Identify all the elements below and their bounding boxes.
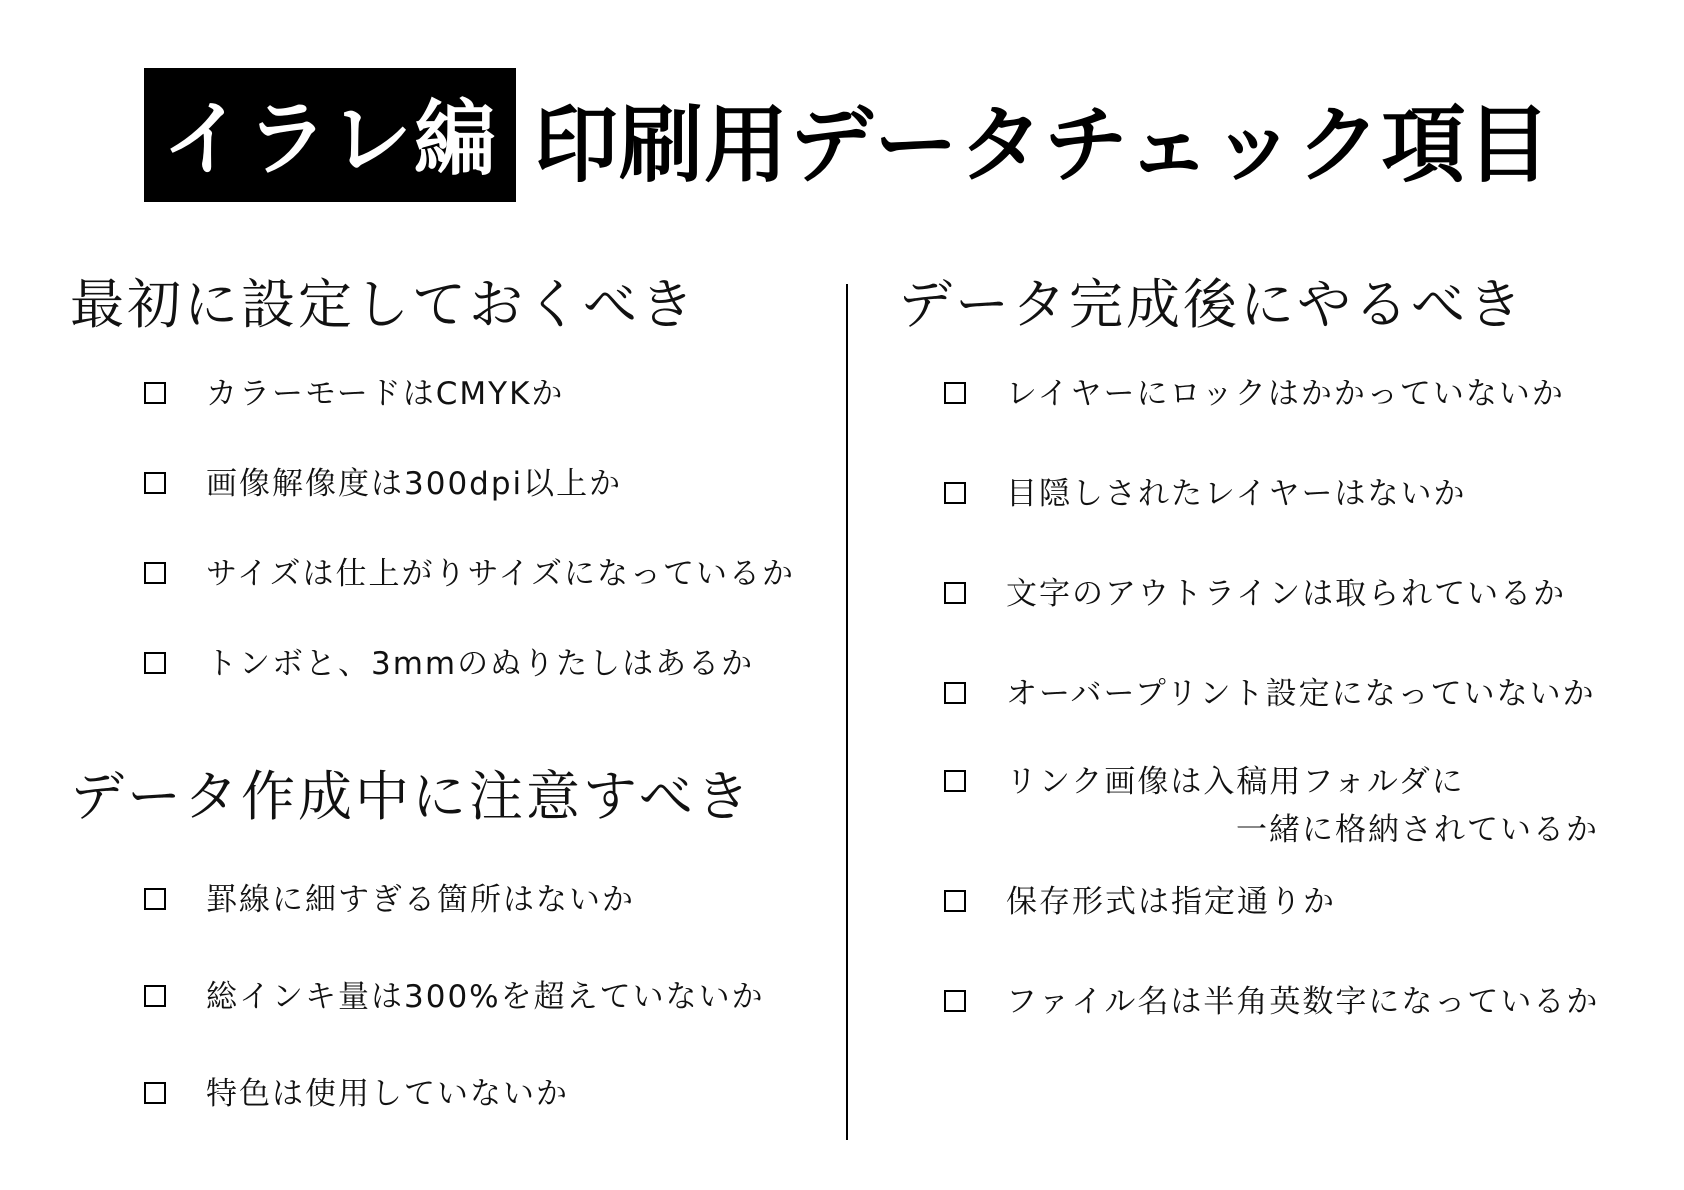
checkbox[interactable] <box>144 382 166 404</box>
checkbox[interactable] <box>944 890 966 912</box>
checkbox[interactable] <box>144 1082 166 1104</box>
checklist-item <box>944 574 1566 614</box>
checklist-item <box>144 644 754 684</box>
checkbox[interactable] <box>144 652 166 674</box>
checklist-item <box>944 674 1596 714</box>
checklist-item-label: レイヤーにロックはかかっていないか <box>1006 376 1565 412</box>
checklist-item-label: 特色は使用していないか <box>206 1076 569 1112</box>
checklist-item-label: 画像解像度は300dpi以上か <box>206 466 623 502</box>
checklist-item-label: 文字のアウトラインは取られているか <box>1006 576 1567 612</box>
checkbox[interactable] <box>944 682 966 704</box>
title-badge: イラレ編 <box>144 68 516 202</box>
page-title: 印刷用データチェック項目 <box>534 95 1552 194</box>
checklist-item <box>944 374 1565 414</box>
checkbox[interactable] <box>944 990 966 1012</box>
checkbox[interactable] <box>944 482 966 504</box>
checklist-item-label: 総インキ量は300%を超えていないか <box>206 979 765 1015</box>
section-heading-initial-settings: 最初に設定しておくべき <box>70 273 697 336</box>
checkbox[interactable] <box>944 582 966 604</box>
checklist-item <box>144 977 765 1017</box>
checklist-item <box>144 464 622 504</box>
checklist-item <box>144 554 795 594</box>
checklist-item <box>144 1074 569 1114</box>
checklist-item-multiline <box>1006 762 1599 850</box>
section-heading-during-creation: データ作成中に注意すべき <box>70 765 753 828</box>
checklist-item-label: ファイル名は半角英数字になっているか <box>1006 984 1600 1020</box>
checklist-item <box>144 880 635 920</box>
checklist-item-label-line2: 一緒に格納されているか <box>1236 812 1599 848</box>
checkbox[interactable] <box>944 770 966 792</box>
checklist-item-label: 保存形式は指定通りか <box>1006 884 1336 920</box>
checklist-item-label: 罫線に細すぎる箇所はないか <box>206 882 635 918</box>
checklist-item-label: リンク画像は入稿用フォルダに <box>1006 764 1465 800</box>
checklist-item-label: オーバープリント設定になっていないか <box>1006 676 1596 712</box>
checklist-item-label: トンボと、3mmのぬりたしはあるか <box>206 646 755 682</box>
checklist-item-label: 目隠しされたレイヤーはないか <box>1006 476 1467 512</box>
column-divider <box>846 284 848 1140</box>
checklist-item <box>144 374 564 414</box>
checkbox[interactable] <box>144 985 166 1007</box>
section-heading-after-completion: データ完成後にやるべき <box>898 273 1525 336</box>
checklist-item <box>944 982 1599 1022</box>
checklist-item <box>944 474 1466 514</box>
checklist-item <box>944 762 1599 850</box>
checkbox[interactable] <box>944 382 966 404</box>
checklist-item-label: カラーモードはCMYKか <box>206 376 565 412</box>
checkbox[interactable] <box>144 472 166 494</box>
checklist-item-label: サイズは仕上がりサイズになっているか <box>206 556 796 592</box>
checkbox[interactable] <box>144 888 166 910</box>
checklist-item <box>944 882 1336 922</box>
checkbox[interactable] <box>144 562 166 584</box>
